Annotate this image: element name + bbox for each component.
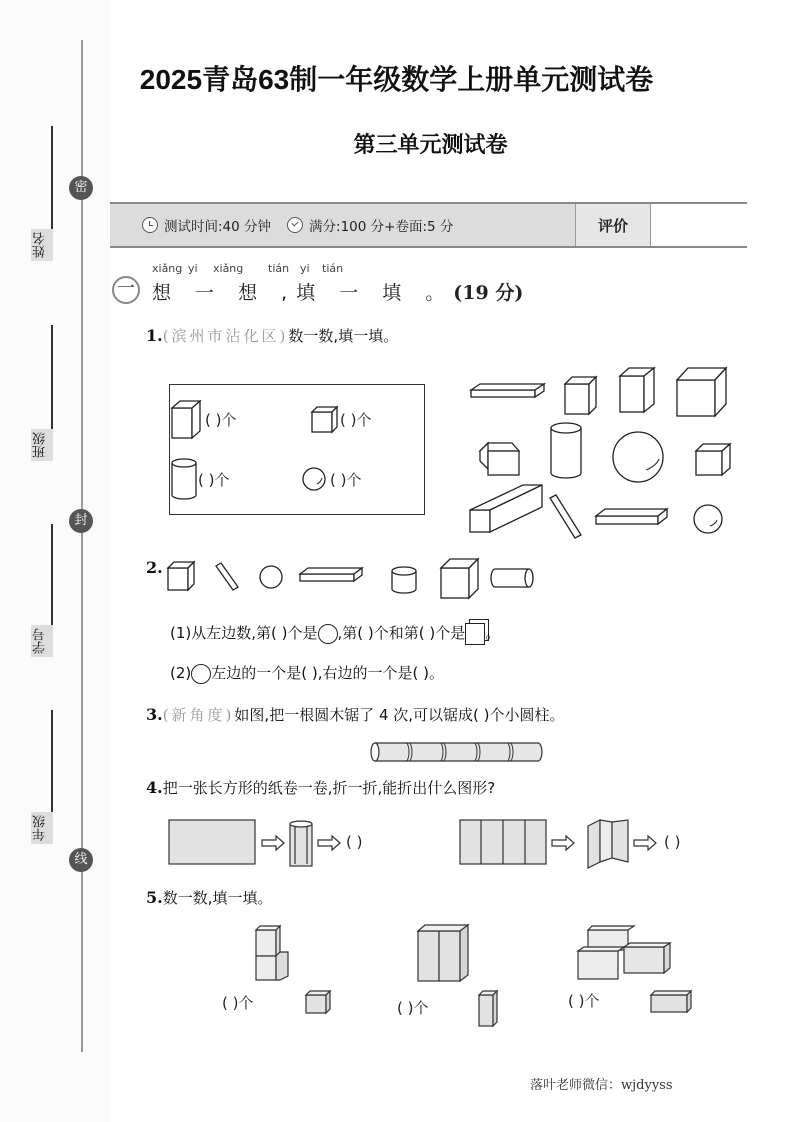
class-field-label: 班级 (31, 429, 53, 461)
question-4 (146, 777, 495, 798)
question-number: 4. (146, 778, 163, 797)
pinyin: xiǎng (213, 262, 244, 275)
question-2 (146, 558, 163, 577)
blank-cuboid[interactable]: ( )个 (205, 411, 237, 429)
q4-answer-blank-1[interactable]: ( ) (346, 833, 363, 851)
pinyin: yi (300, 262, 310, 275)
sphere-icon (302, 467, 328, 493)
seal-xian: 线 (69, 848, 93, 872)
class-field-line[interactable] (51, 325, 53, 430)
tall-cuboid-unit-icon (478, 990, 502, 1028)
eval-box[interactable] (651, 204, 747, 246)
info-bar (110, 202, 747, 248)
name-field-label: 姓名 (31, 229, 53, 261)
sphere-inline-icon (191, 664, 211, 684)
question-1 (146, 325, 398, 346)
pinyin: tián (322, 262, 344, 275)
section-title (152, 278, 523, 305)
q2-2-text-b: 左边的一个是( ),右边的一个是( )。 (211, 664, 444, 682)
binding-margin-background (0, 0, 110, 1122)
student-id-field-line[interactable] (51, 524, 53, 626)
question-text: 如图,把一根圆木锯了 4 次,可以锯成( )个小圆柱。 (234, 706, 565, 724)
clock-icon (142, 217, 158, 233)
seal-feng: 封 (69, 509, 93, 533)
eval-label: 评价 (576, 204, 651, 246)
question-number: 5. (146, 888, 163, 907)
question-source: (新角度) (162, 706, 235, 724)
question-2-part-1 (170, 622, 500, 645)
question-number: 1. (146, 326, 163, 345)
check-circle-icon (287, 217, 303, 233)
question-5 (146, 887, 272, 908)
q2-2-text-a: (2) (170, 664, 192, 682)
cube-inline-icon (465, 623, 485, 645)
q2-1-text-b: ,第( )个和第( )个是 (337, 624, 466, 642)
q2-1-end: 。 (485, 624, 501, 642)
question-3 (146, 704, 565, 725)
time-label: 测试时间:40 分钟 (164, 219, 272, 235)
q5-blank-2[interactable]: ( )个 (397, 999, 429, 1017)
blank-sphere[interactable]: ( )个 (330, 471, 362, 489)
q5-blank-3[interactable]: ( )个 (568, 992, 600, 1010)
pinyin: xiǎng (152, 262, 183, 275)
seal-mi: 密 (69, 176, 93, 200)
blank-cube[interactable]: ( )个 (340, 411, 372, 429)
q5-blank-1[interactable]: ( )个 (222, 994, 254, 1012)
shapes-group (468, 366, 748, 538)
footer-contact: 落叶老师微信：wjdyyss (530, 1078, 673, 1093)
time-info (142, 215, 271, 235)
section-score: (19 分) (453, 282, 524, 304)
sphere-inline-icon (318, 624, 338, 644)
pinyin: tián (268, 262, 290, 275)
score-label: 满分:100 分+卷面:5 分 (309, 219, 454, 235)
blank-cylinder[interactable]: ( )个 (198, 471, 230, 489)
student-id-field-label: 学号 (31, 625, 53, 657)
count-box (169, 384, 425, 515)
shape-sequence (166, 560, 546, 600)
cuboid-icon (170, 400, 206, 440)
score-info (287, 215, 453, 235)
cube-icon (310, 406, 340, 436)
question-source: (滨州市沾化区) (162, 327, 289, 345)
grade-field-line[interactable] (51, 710, 53, 812)
question-2-part-2 (170, 662, 444, 684)
question-text: 把一张长方形的纸卷一卷,折一折,能折出什么图形? (162, 779, 496, 797)
pinyin: yi (188, 262, 198, 275)
question-text: 数一数,填一填。 (162, 889, 273, 907)
log-illustration (370, 741, 545, 763)
question-text: 数一数,填一填。 (288, 327, 399, 345)
question-number: 2. (146, 558, 163, 577)
test-info (110, 204, 576, 246)
q2-1-text-a: (1)从左边数,第( )个是 (170, 624, 318, 642)
cylinder-icon (170, 457, 198, 501)
section-title-text: 想 一 想 ,填 一 填 。 (152, 282, 454, 304)
q4-answer-blank-2[interactable]: ( ) (664, 833, 681, 851)
page-title: 2025青岛63制一年级数学上册单元测试卷 (139, 64, 654, 95)
small-cube-unit-icon (305, 990, 333, 1014)
section-number: 一 (112, 276, 140, 304)
grade-field-label: 年级 (31, 812, 53, 844)
page-subtitle: 第三单元测试卷 (353, 133, 508, 158)
long-cuboid-unit-icon (650, 990, 694, 1014)
question-number: 3. (146, 705, 163, 724)
